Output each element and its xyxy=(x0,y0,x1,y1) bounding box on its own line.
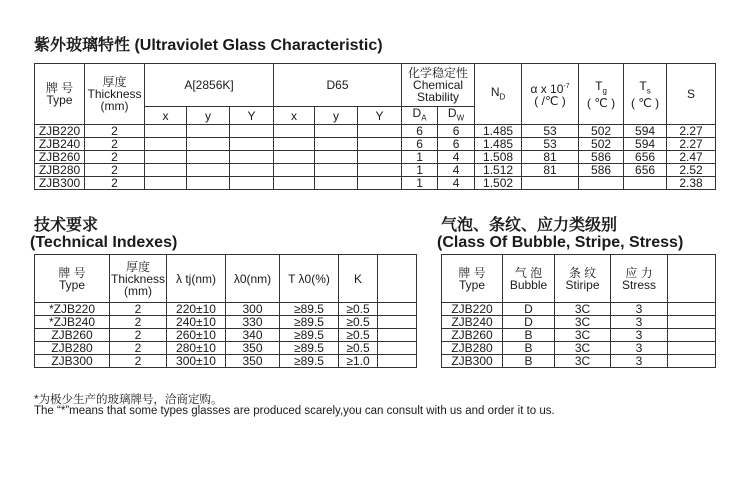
uv-header-dw: $D_W$ xyxy=(438,107,475,125)
cell-blank xyxy=(378,303,417,316)
cell-bubble: B xyxy=(503,342,555,355)
technical-indexes-table xyxy=(34,254,417,368)
cell-dy xyxy=(315,151,358,164)
cell-ay xyxy=(187,164,230,177)
tech-section-title-en: (Technical Indexes) xyxy=(30,234,178,251)
cell-s: 2.27 xyxy=(667,125,716,138)
cell-blank xyxy=(378,316,417,329)
cell-blank xyxy=(668,355,716,368)
uv-header-d65-y: y xyxy=(315,107,358,125)
cell-thick: 2 xyxy=(85,164,145,177)
cell-ax xyxy=(145,125,187,138)
cell-stress: 3 xyxy=(611,303,668,316)
class-header-type: 牌 号 Type xyxy=(442,255,503,303)
cell-nd: 1.485 xyxy=(475,138,522,151)
cell-tl0: ≥89.5 xyxy=(280,342,339,355)
note-cn: *为极少生产的玻璃牌号，洽商定购。 xyxy=(34,394,223,406)
cell-alpha: 53 xyxy=(522,138,579,151)
table-row xyxy=(442,303,716,316)
table-row xyxy=(35,342,417,355)
cell-dy xyxy=(315,138,358,151)
table-row xyxy=(442,316,716,329)
cell-thick: 2 xyxy=(110,316,167,329)
cell-k: ≥0.5 xyxy=(339,316,378,329)
table-row xyxy=(442,342,716,355)
cell-dy xyxy=(315,125,358,138)
cell-ltj: 280±10 xyxy=(167,342,226,355)
cell-blank xyxy=(378,342,417,355)
cell-dy xyxy=(315,164,358,177)
class-header-stripe: 条 纹 Stiripe xyxy=(555,255,611,303)
cell-thick: 2 xyxy=(110,355,167,368)
cell-alpha: 53 xyxy=(522,125,579,138)
cell-ltj: 300±10 xyxy=(167,355,226,368)
cell-aY xyxy=(230,151,274,164)
cell-blank xyxy=(668,303,716,316)
cell-tg xyxy=(579,177,624,190)
cell-stress: 3 xyxy=(611,342,668,355)
class-header-stress: 应 力 Stress xyxy=(611,255,668,303)
cell-k: ≥0.5 xyxy=(339,303,378,316)
cell-ax xyxy=(145,164,187,177)
cell-thick: 2 xyxy=(85,138,145,151)
cell-type: ZJB220 xyxy=(35,125,85,138)
uv-characteristic-table xyxy=(34,63,716,190)
cell-dx xyxy=(274,151,315,164)
cell-k: ≥0.5 xyxy=(339,342,378,355)
cell-stress: 3 xyxy=(611,316,668,329)
cell-thick: 2 xyxy=(85,177,145,190)
cell-thick: 2 xyxy=(110,329,167,342)
uv-header-nd: $N_D$ xyxy=(475,64,522,125)
cell-ts xyxy=(624,177,667,190)
uv-header-a-y: y xyxy=(187,107,230,125)
cell-ax xyxy=(145,177,187,190)
uv-header-s: S xyxy=(667,64,716,125)
cell-blank xyxy=(378,355,417,368)
cell-dx xyxy=(274,177,315,190)
cell-da: 6 xyxy=(402,138,438,151)
uv-header-type: 牌 号 Type xyxy=(35,64,85,125)
uv-header-a-Y: Y xyxy=(230,107,274,125)
cell-type: *ZJB240 xyxy=(35,316,110,329)
class-section-title-en: (Class Of Bubble, Stripe, Stress) xyxy=(437,234,684,251)
tech-header-type: 牌 号 Type xyxy=(35,255,110,303)
tech-header-t-lambda0: T λ0(%) xyxy=(280,255,339,303)
table-row xyxy=(35,177,716,190)
table-row xyxy=(35,138,716,151)
cell-tl0: ≥89.5 xyxy=(280,355,339,368)
cell-thick: 2 xyxy=(110,342,167,355)
uv-header-ts: $T_s$ ( ℃ ) xyxy=(624,64,667,125)
cell-type: ZJB220 xyxy=(442,303,503,316)
cell-tg: 586 xyxy=(579,164,624,177)
cell-l0: 330 xyxy=(226,316,280,329)
table-row xyxy=(35,151,716,164)
uv-header-a2856k: A[2856K] xyxy=(145,64,274,107)
cell-thick: 2 xyxy=(85,125,145,138)
cell-bubble: B xyxy=(503,329,555,342)
cell-nd: 1.508 xyxy=(475,151,522,164)
table-row xyxy=(442,355,716,368)
cell-ay xyxy=(187,125,230,138)
uv-header-d65-Y: Y xyxy=(358,107,402,125)
cell-l0: 300 xyxy=(226,303,280,316)
uv-header-da: $D_A$ xyxy=(402,107,438,125)
cell-stripe: 3C xyxy=(555,355,611,368)
cell-dx xyxy=(274,125,315,138)
tech-header-lambda0: λ0(nm) xyxy=(226,255,280,303)
uv-header-chemical-stability: 化学稳定性 Chemical Stability xyxy=(402,64,475,107)
cell-tg: 502 xyxy=(579,138,624,151)
cell-aY xyxy=(230,177,274,190)
uv-header-thickness: 厚度 Thickness (mm) xyxy=(85,64,145,125)
cell-dY xyxy=(358,177,402,190)
cell-type: ZJB260 xyxy=(35,151,85,164)
cell-dw: 6 xyxy=(438,138,475,151)
cell-k: ≥0.5 xyxy=(339,329,378,342)
cell-thick: 2 xyxy=(85,151,145,164)
cell-dy xyxy=(315,177,358,190)
table-row xyxy=(35,316,417,329)
cell-alpha: 81 xyxy=(522,151,579,164)
cell-dY xyxy=(358,151,402,164)
uv-header-d65: D65 xyxy=(274,64,402,107)
cell-type: ZJB260 xyxy=(442,329,503,342)
cell-nd: 1.485 xyxy=(475,125,522,138)
cell-l0: 340 xyxy=(226,329,280,342)
cell-dY xyxy=(358,125,402,138)
cell-alpha: 81 xyxy=(522,164,579,177)
cell-tl0: ≥89.5 xyxy=(280,316,339,329)
cell-ts: 594 xyxy=(624,125,667,138)
cell-blank xyxy=(378,329,417,342)
cell-k: ≥1.0 xyxy=(339,355,378,368)
cell-ay xyxy=(187,138,230,151)
cell-da: 1 xyxy=(402,164,438,177)
cell-ay xyxy=(187,177,230,190)
note-en: The “*”means that some types glasses are produced scarely,you can consult with us and order it to us. xyxy=(34,405,555,417)
class-section-title-cn: 气泡、条纹、应力类级别 xyxy=(441,217,618,234)
tech-header-blank xyxy=(378,255,417,303)
uv-header-tg: $T_g$ ( ℃ ) xyxy=(579,64,624,125)
cell-type: ZJB300 xyxy=(35,177,85,190)
cell-bubble: D xyxy=(503,303,555,316)
tech-section-title-cn: 技术要求 xyxy=(34,217,99,234)
cell-ax xyxy=(145,138,187,151)
cell-ltj: 220±10 xyxy=(167,303,226,316)
cell-blank xyxy=(668,316,716,329)
cell-ts: 594 xyxy=(624,138,667,151)
cell-ltj: 240±10 xyxy=(167,316,226,329)
cell-tg: 502 xyxy=(579,125,624,138)
class-header-bubble: 气 泡 Bubble xyxy=(503,255,555,303)
cell-ts: 656 xyxy=(624,164,667,177)
cell-tl0: ≥89.5 xyxy=(280,329,339,342)
cell-type: ZJB240 xyxy=(442,316,503,329)
cell-s: 2.47 xyxy=(667,151,716,164)
class-header-blank xyxy=(668,255,716,303)
cell-dY xyxy=(358,138,402,151)
table-row xyxy=(35,329,417,342)
cell-stress: 3 xyxy=(611,329,668,342)
uv-section-title: 紫外玻璃特性 (Ultraviolet Glass Characteristic) xyxy=(34,37,383,54)
cell-l0: 350 xyxy=(226,342,280,355)
cell-dw: 6 xyxy=(438,125,475,138)
cell-dx xyxy=(274,138,315,151)
cell-dw: 4 xyxy=(438,164,475,177)
cell-aY xyxy=(230,138,274,151)
cell-da: 1 xyxy=(402,177,438,190)
cell-stripe: 3C xyxy=(555,316,611,329)
cell-stripe: 3C xyxy=(555,303,611,316)
cell-alpha xyxy=(522,177,579,190)
cell-type: ZJB300 xyxy=(442,355,503,368)
table-row xyxy=(35,125,716,138)
cell-dx xyxy=(274,164,315,177)
uv-header-d65-x: x xyxy=(274,107,315,125)
tech-header-lambda-tj: λ tj(nm) xyxy=(167,255,226,303)
cell-stress: 3 xyxy=(611,355,668,368)
uv-header-alpha: α x $10^{-7}$ ( /℃ ) xyxy=(522,64,579,125)
cell-l0: 350 xyxy=(226,355,280,368)
cell-blank xyxy=(668,342,716,355)
cell-da: 6 xyxy=(402,125,438,138)
cell-s: 2.52 xyxy=(667,164,716,177)
tech-header-k: K xyxy=(339,255,378,303)
table-row xyxy=(35,164,716,177)
cell-nd: 1.512 xyxy=(475,164,522,177)
cell-aY xyxy=(230,164,274,177)
table-row xyxy=(442,329,716,342)
cell-stripe: 3C xyxy=(555,329,611,342)
cell-type: ZJB280 xyxy=(35,164,85,177)
cell-tl0: ≥89.5 xyxy=(280,303,339,316)
cell-ay xyxy=(187,151,230,164)
cell-tg: 586 xyxy=(579,151,624,164)
cell-da: 1 xyxy=(402,151,438,164)
tech-header-thickness: 厚度 Thickness (mm) xyxy=(110,255,167,303)
cell-stripe: 3C xyxy=(555,342,611,355)
cell-dY xyxy=(358,164,402,177)
cell-nd: 1.502 xyxy=(475,177,522,190)
cell-dw: 4 xyxy=(438,151,475,164)
cell-type: *ZJB220 xyxy=(35,303,110,316)
class-bubble-stripe-stress-table xyxy=(441,254,716,368)
cell-type: ZJB240 xyxy=(35,138,85,151)
cell-dw: 4 xyxy=(438,177,475,190)
cell-thick: 2 xyxy=(110,303,167,316)
cell-type: ZJB280 xyxy=(442,342,503,355)
cell-s: 2.38 xyxy=(667,177,716,190)
cell-s: 2.27 xyxy=(667,138,716,151)
table-row xyxy=(35,355,417,368)
cell-type: ZJB260 xyxy=(35,329,110,342)
uv-header-a-x: x xyxy=(145,107,187,125)
cell-type: ZJB280 xyxy=(35,342,110,355)
cell-ltj: 260±10 xyxy=(167,329,226,342)
table-row xyxy=(35,303,417,316)
cell-ts: 656 xyxy=(624,151,667,164)
cell-bubble: B xyxy=(503,355,555,368)
cell-bubble: D xyxy=(503,316,555,329)
cell-blank xyxy=(668,329,716,342)
cell-type: ZJB300 xyxy=(35,355,110,368)
cell-aY xyxy=(230,125,274,138)
cell-ax xyxy=(145,151,187,164)
